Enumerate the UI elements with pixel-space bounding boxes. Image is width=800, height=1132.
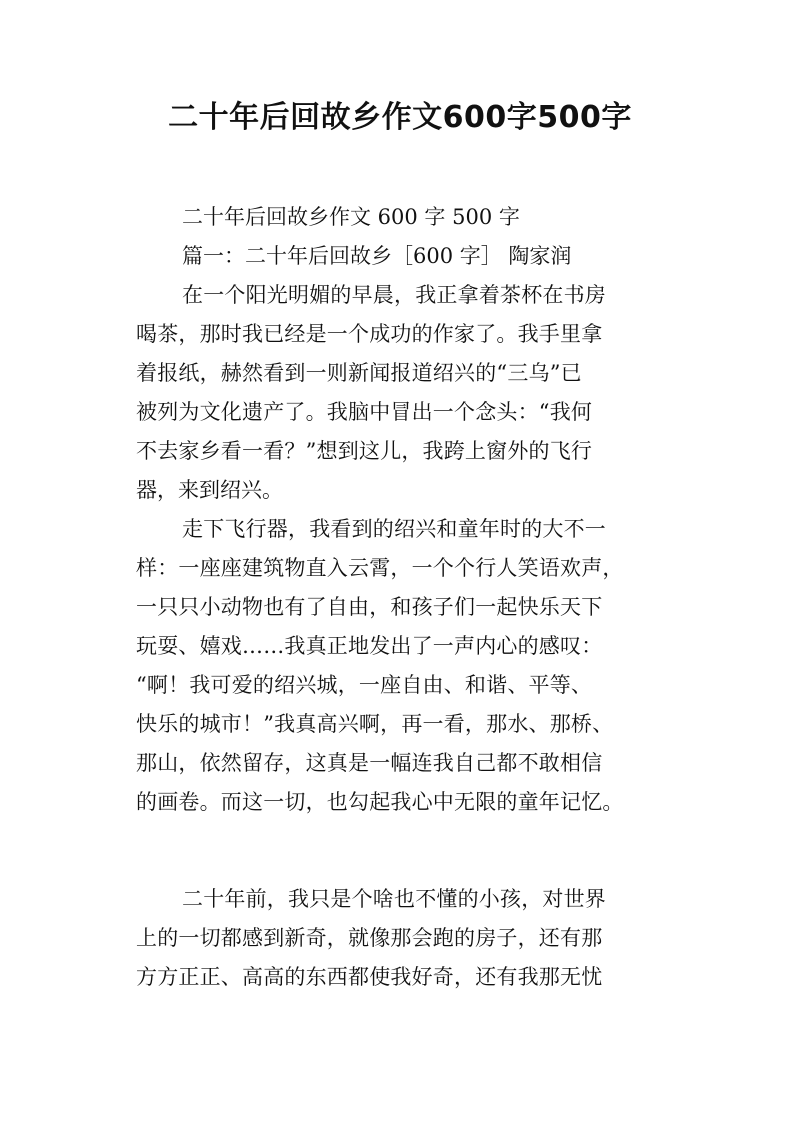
paragraph-2-line-3: 一只只小动物也有了自由，和孩子们一起快乐天下 — [136, 595, 603, 619]
paragraph-3-line-3: 方方正正、高高的东西都使我好奇，还有我那无忧 — [136, 965, 603, 989]
paragraph-1-line-2: 喝茶，那时我已经是一个成功的作家了。我手里拿 — [136, 322, 603, 346]
paragraph-2-line-6: 快乐的城市！”我真高兴啊，再一看，那水、那桥、 — [136, 712, 614, 736]
article-heading-line: 篇一：二十年后回故乡［600 字］ 陶家润 — [182, 244, 572, 268]
paragraph-1-line-1: 在一个阳光明媚的早晨，我正拿着茶杯在书房 — [182, 283, 606, 307]
paragraph-1-line-4: 被列为文化遗产了。我脑中冒出一个念头：“我何 — [136, 400, 593, 424]
document-title: 二十年后回故乡作文600字500字 — [168, 100, 632, 135]
paragraph-2-line-8: 的画卷。而这一切，也勾起我心中无限的童年记忆。 — [136, 790, 624, 814]
document-body — [136, 198, 696, 997]
subtitle-line: 二十年后回故乡作文 600 字 500 字 — [182, 205, 520, 229]
paragraph-2-line-1: 走下飞行器，我看到的绍兴和童年时的大不一 — [182, 517, 606, 541]
paragraph-2-line-4: 玩耍、嬉戏……我真正地发出了一声内心的感叹： — [136, 634, 603, 658]
paragraph-1-line-6: 器，来到绍兴。 — [136, 478, 283, 502]
paragraph-gap — [136, 822, 696, 880]
paragraph-3-line-2: 上的一切都感到新奇，就像那会跑的房子，还有那 — [136, 926, 603, 950]
paragraph-2-line-2: 样：一座座建筑物直入云霄，一个个行人笑语欢声， — [136, 556, 624, 580]
paragraph-1-line-5: 不去家乡看一看？”想到这儿，我跨上窗外的飞行 — [136, 439, 593, 463]
paragraph-3-line-1: 二十年前，我只是个啥也不懂的小孩，对世界 — [182, 887, 606, 911]
paragraph-2-line-7: 那山，依然留存，这真是一幅连我自己都不敢相信 — [136, 751, 603, 775]
paragraph-2-line-5: “啊！我可爱的绍兴城，一座自由、和谐、平等、 — [136, 673, 593, 697]
paragraph-1-line-3: 着报纸，赫然看到一则新闻报道绍兴的“三乌”已 — [136, 361, 582, 385]
